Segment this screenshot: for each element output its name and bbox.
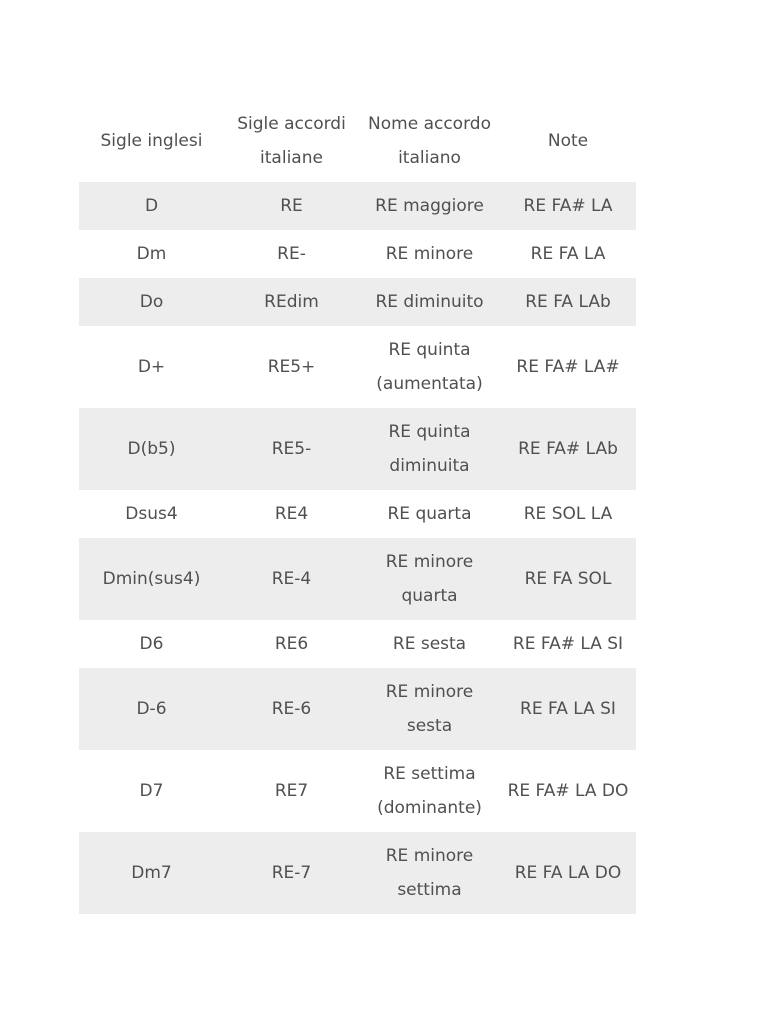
- table-row: [79, 278, 636, 326]
- cell-english-symbol: Dmin(sus4): [79, 538, 224, 620]
- chord-table: [79, 100, 636, 914]
- cell-english-symbol: Dm7: [79, 832, 224, 914]
- cell-notes: RE FA# LA SI: [500, 620, 636, 668]
- header-sigle-inglesi: Sigle inglesi: [79, 100, 224, 182]
- cell-italian-symbol: RE7: [224, 750, 359, 832]
- cell-english-symbol: Do: [79, 278, 224, 326]
- cell-english-symbol: D+: [79, 326, 224, 408]
- table-row: [79, 182, 636, 230]
- header-nome-accordo: Nome accordo italiano: [359, 100, 500, 182]
- cell-italian-symbol: RE5-: [224, 408, 359, 490]
- cell-italian-name: RE quarta: [359, 490, 500, 538]
- header-sigle-italiane: Sigle accordi italiane: [224, 100, 359, 182]
- cell-notes: RE FA LAb: [500, 278, 636, 326]
- table-row: [79, 490, 636, 538]
- cell-italian-name: RE minore sesta: [359, 668, 500, 750]
- table-row: [79, 408, 636, 490]
- cell-english-symbol: Dm: [79, 230, 224, 278]
- table-row: [79, 538, 636, 620]
- cell-english-symbol: D-6: [79, 668, 224, 750]
- table-row: [79, 832, 636, 914]
- cell-italian-symbol: RE-7: [224, 832, 359, 914]
- table-header: [79, 100, 636, 182]
- cell-italian-symbol: RE-4: [224, 538, 359, 620]
- cell-italian-name: RE diminuito: [359, 278, 500, 326]
- cell-notes: RE FA LA DO: [500, 832, 636, 914]
- cell-italian-name: RE minore: [359, 230, 500, 278]
- cell-notes: RE FA# LA: [500, 182, 636, 230]
- header-note: Note: [500, 100, 636, 182]
- cell-notes: RE FA LA: [500, 230, 636, 278]
- cell-english-symbol: D(b5): [79, 408, 224, 490]
- cell-english-symbol: Dsus4: [79, 490, 224, 538]
- table-row: [79, 668, 636, 750]
- table-row: [79, 230, 636, 278]
- cell-notes: RE SOL LA: [500, 490, 636, 538]
- cell-notes: RE FA# LAb: [500, 408, 636, 490]
- cell-notes: RE FA# LA#: [500, 326, 636, 408]
- cell-italian-name: RE minore quarta: [359, 538, 500, 620]
- cell-notes: RE FA SOL: [500, 538, 636, 620]
- cell-italian-symbol: RE6: [224, 620, 359, 668]
- table-body: [79, 182, 636, 914]
- cell-italian-name: RE sesta: [359, 620, 500, 668]
- table-row: [79, 620, 636, 668]
- cell-italian-name: RE maggiore: [359, 182, 500, 230]
- table-row: [79, 750, 636, 832]
- cell-english-symbol: D: [79, 182, 224, 230]
- cell-italian-symbol: RE4: [224, 490, 359, 538]
- cell-notes: RE FA LA SI: [500, 668, 636, 750]
- table-row: [79, 326, 636, 408]
- cell-english-symbol: D6: [79, 620, 224, 668]
- cell-italian-symbol: RE-6: [224, 668, 359, 750]
- cell-italian-symbol: RE: [224, 182, 359, 230]
- cell-italian-name: RE quinta diminuita: [359, 408, 500, 490]
- cell-italian-symbol: REdim: [224, 278, 359, 326]
- cell-italian-name: RE minore settima: [359, 832, 500, 914]
- cell-italian-name: RE quinta (aumentata): [359, 326, 500, 408]
- cell-notes: RE FA# LA DO: [500, 750, 636, 832]
- header-row: [79, 100, 636, 182]
- cell-italian-symbol: RE-: [224, 230, 359, 278]
- cell-italian-symbol: RE5+: [224, 326, 359, 408]
- cell-italian-name: RE settima (dominante): [359, 750, 500, 832]
- cell-english-symbol: D7: [79, 750, 224, 832]
